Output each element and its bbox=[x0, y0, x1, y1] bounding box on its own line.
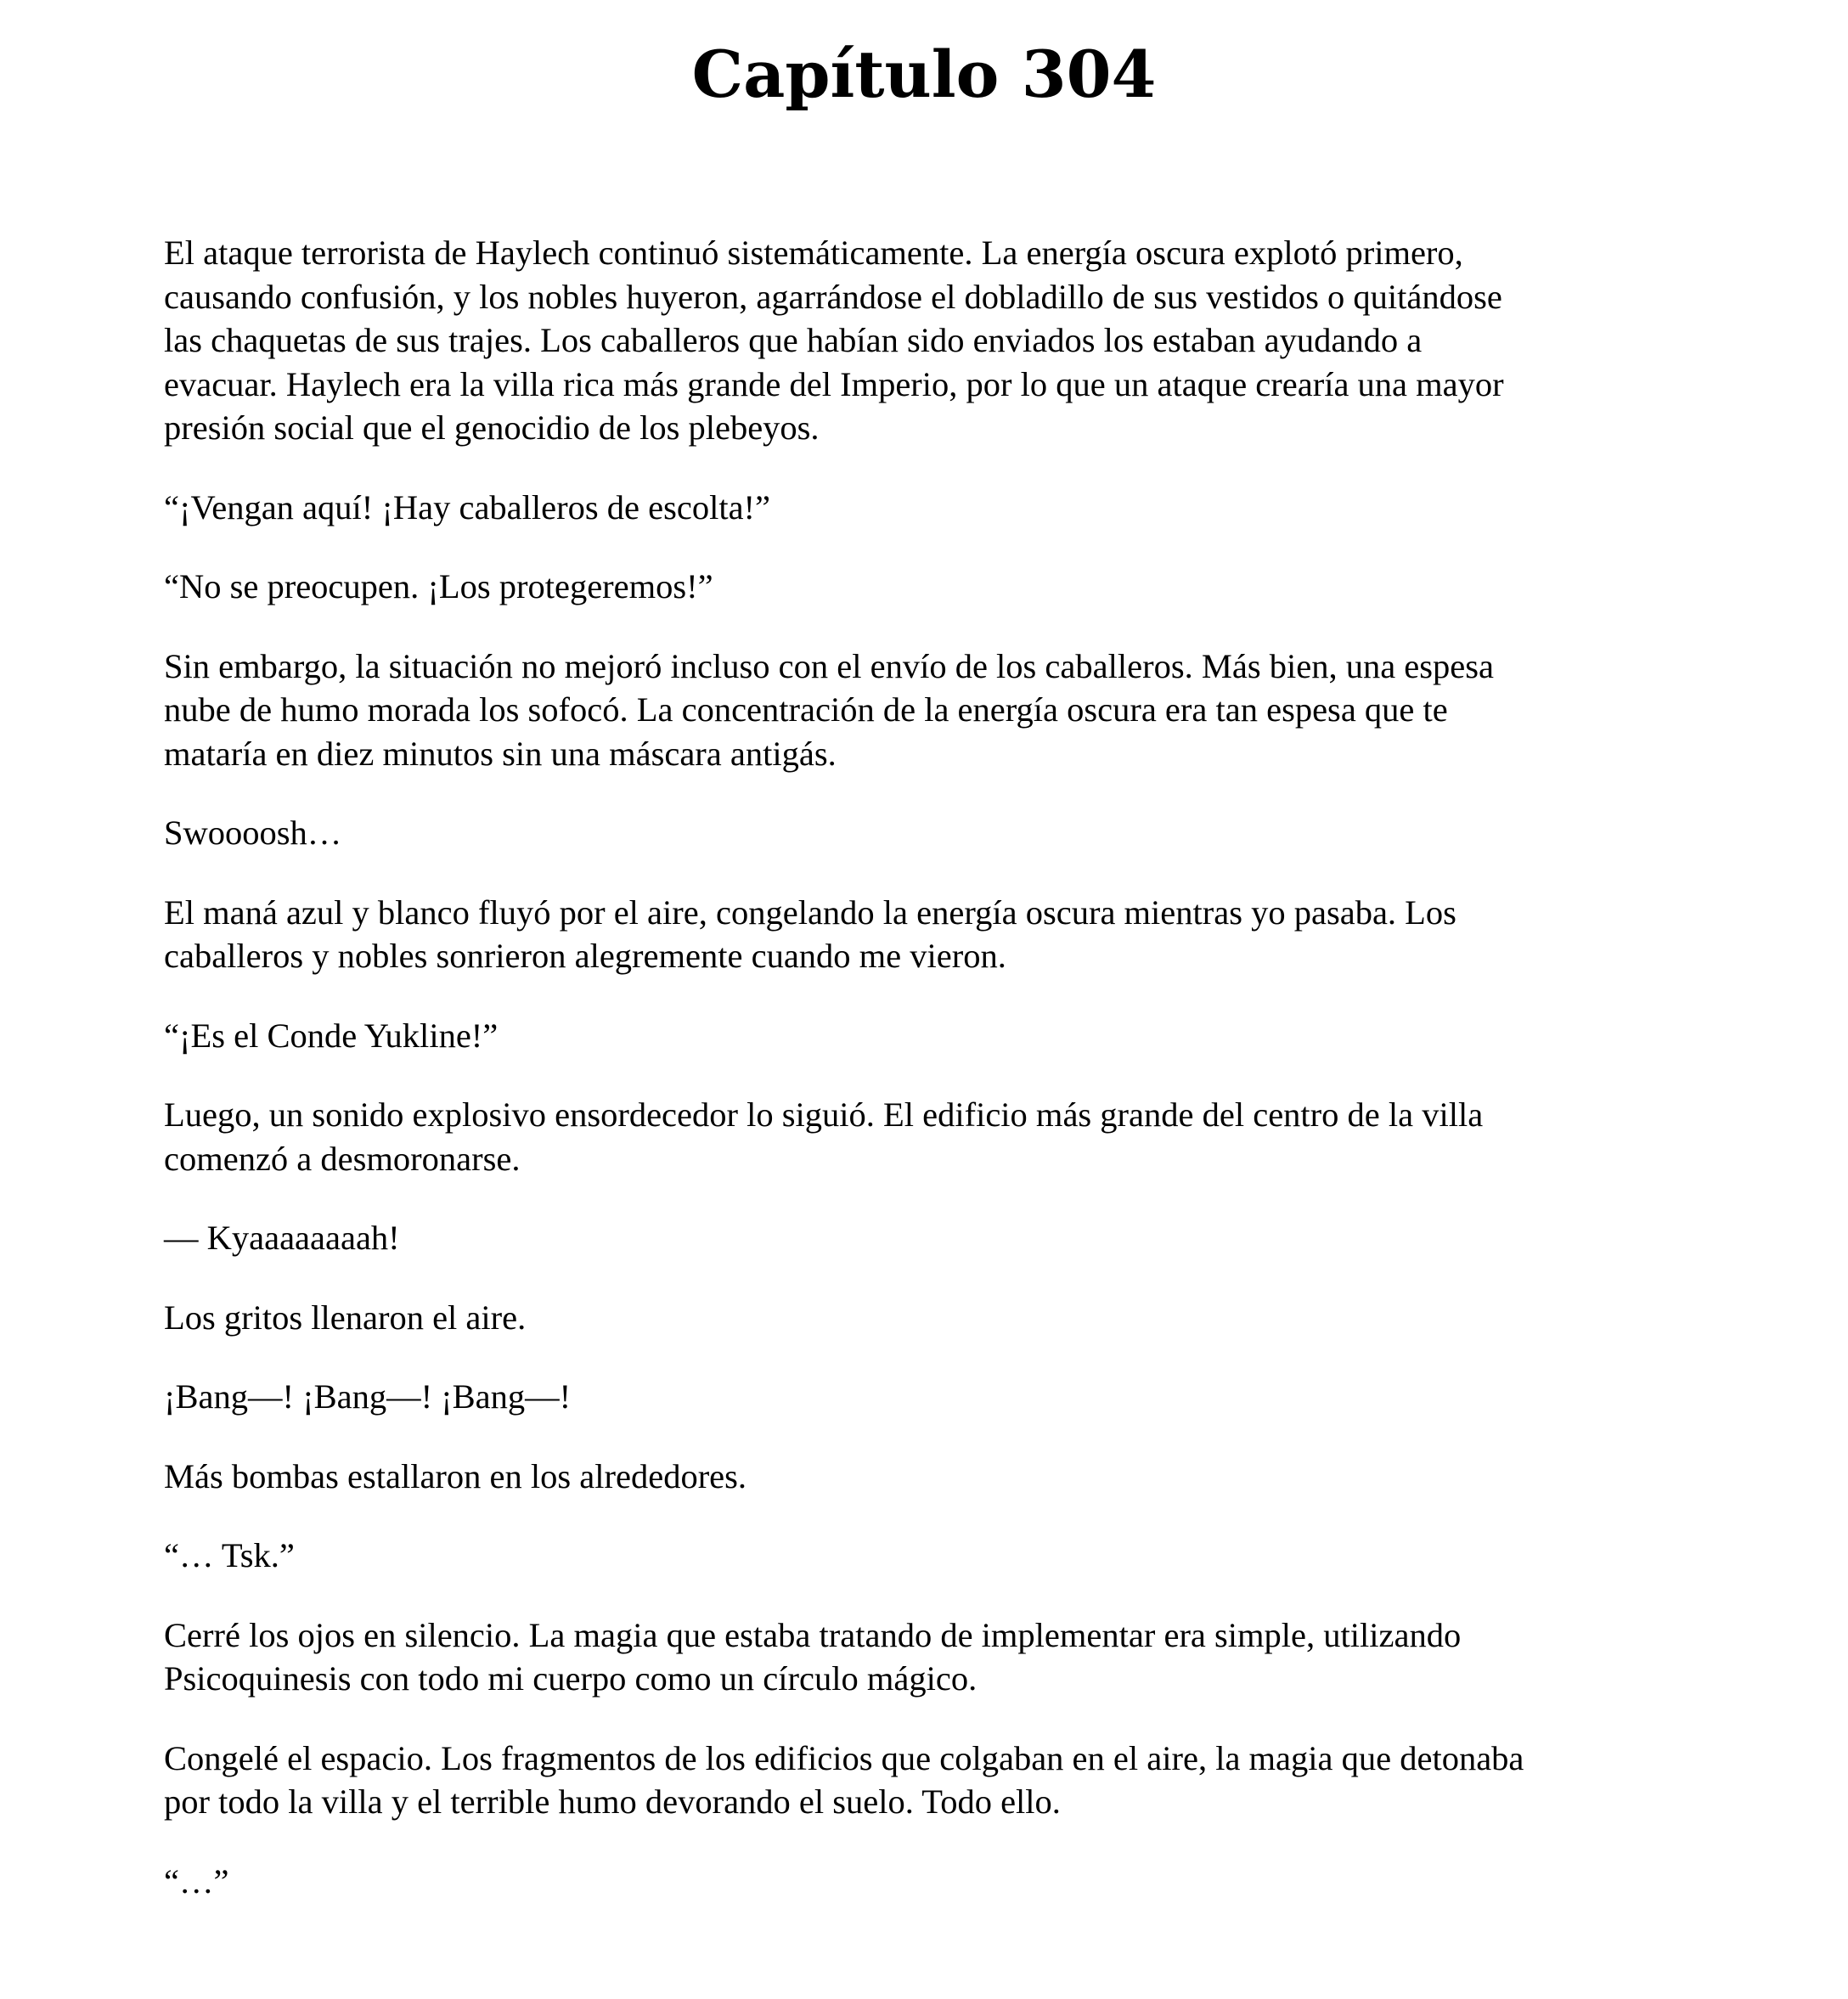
text-line: Los gritos llenaron el aire. bbox=[164, 1298, 527, 1337]
paragraph bbox=[164, 1860, 1693, 1904]
text-line: El maná azul y blanco fluyó por el aire, congelando la energía oscura mientras yo pasaba. Los bbox=[164, 893, 1456, 932]
paragraph bbox=[164, 1296, 1693, 1340]
text-line: caballeros y nobles sonrieron alegremente cuando me vieron. bbox=[164, 937, 1006, 975]
text-line: “¡Es el Conde Yukline!” bbox=[164, 1016, 499, 1055]
text-line: ¡Bang—! ¡Bang—! ¡Bang—! bbox=[164, 1377, 572, 1416]
paragraph bbox=[164, 1014, 1693, 1058]
paragraph bbox=[164, 1093, 1693, 1180]
text-line: las chaquetas de sus trajes. Los caballeros que habían sido enviados los estaban ayudando a bbox=[164, 321, 1423, 359]
text-line: Psicoquinesis con todo mi cuerpo como un círculo mágico. bbox=[164, 1659, 978, 1698]
paragraph bbox=[164, 645, 1693, 776]
text-line: presión social que el genocidio de los plebeyos. bbox=[164, 408, 820, 447]
text-line: “…” bbox=[164, 1861, 229, 1900]
text-line: — Kyaaaaaaaah! bbox=[164, 1219, 400, 1257]
text-line: Swoooosh… bbox=[164, 814, 342, 852]
paragraph bbox=[164, 1375, 1693, 1419]
text-line: causando confusión, y los nobles huyeron, agarrándose el dobladillo de sus vestidos o quitándose bbox=[164, 277, 1502, 316]
paragraph bbox=[164, 891, 1693, 978]
paragraph bbox=[164, 486, 1693, 530]
text-line: mataría en diez minutos sin una máscara antigás. bbox=[164, 734, 837, 773]
text-line: Más bombas estallaron en los alrededores. bbox=[164, 1456, 747, 1495]
text-line: nube de humo morada los sofocó. La concentración de la energía oscura era tan espesa que te bbox=[164, 690, 1448, 729]
chapter-title: Capítulo 304 bbox=[691, 37, 1157, 112]
paragraph bbox=[164, 1534, 1693, 1578]
text-line: Sin embargo, la situación no mejoró incluso con el envío de los caballeros. Más bien, una espesa bbox=[164, 646, 1494, 685]
text-line: evacuar. Haylech era la villa rica más grande del Imperio, por lo que un ataque crearía una mayor bbox=[164, 364, 1504, 403]
text-line: El ataque terrorista de Haylech continuó sistemáticamente. La energía oscura explotó primero, bbox=[164, 234, 1463, 272]
paragraph bbox=[164, 1737, 1693, 1824]
text-line: “¡Vengan aquí! ¡Hay caballeros de escolta!” bbox=[164, 487, 771, 526]
text-line: por todo la villa y el terrible humo devorando el suelo. Todo ello. bbox=[164, 1782, 1061, 1821]
text-line: Congelé el espacio. Los fragmentos de los edificios que colgaban en el aire, la magia que detonaba bbox=[164, 1738, 1524, 1777]
text-line: “No se preocupen. ¡Los protegeremos!” bbox=[164, 567, 713, 605]
paragraph bbox=[164, 231, 1693, 450]
text-line: Luego, un sonido explosivo ensordecedor lo siguió. El edificio más grande del centro de la villa bbox=[164, 1095, 1484, 1134]
text-line: Cerré los ojos en silencio. La magia que estaba tratando de implementar era simple, utilizando bbox=[164, 1615, 1462, 1654]
paragraph bbox=[164, 1613, 1693, 1701]
text-line: comenzó a desmoronarse. bbox=[164, 1139, 521, 1178]
paragraph bbox=[164, 565, 1693, 609]
chapter-body bbox=[164, 231, 1693, 1939]
paragraph bbox=[164, 1216, 1693, 1260]
paragraph bbox=[164, 1455, 1693, 1499]
text-line: “… Tsk.” bbox=[164, 1536, 295, 1574]
paragraph bbox=[164, 811, 1693, 855]
